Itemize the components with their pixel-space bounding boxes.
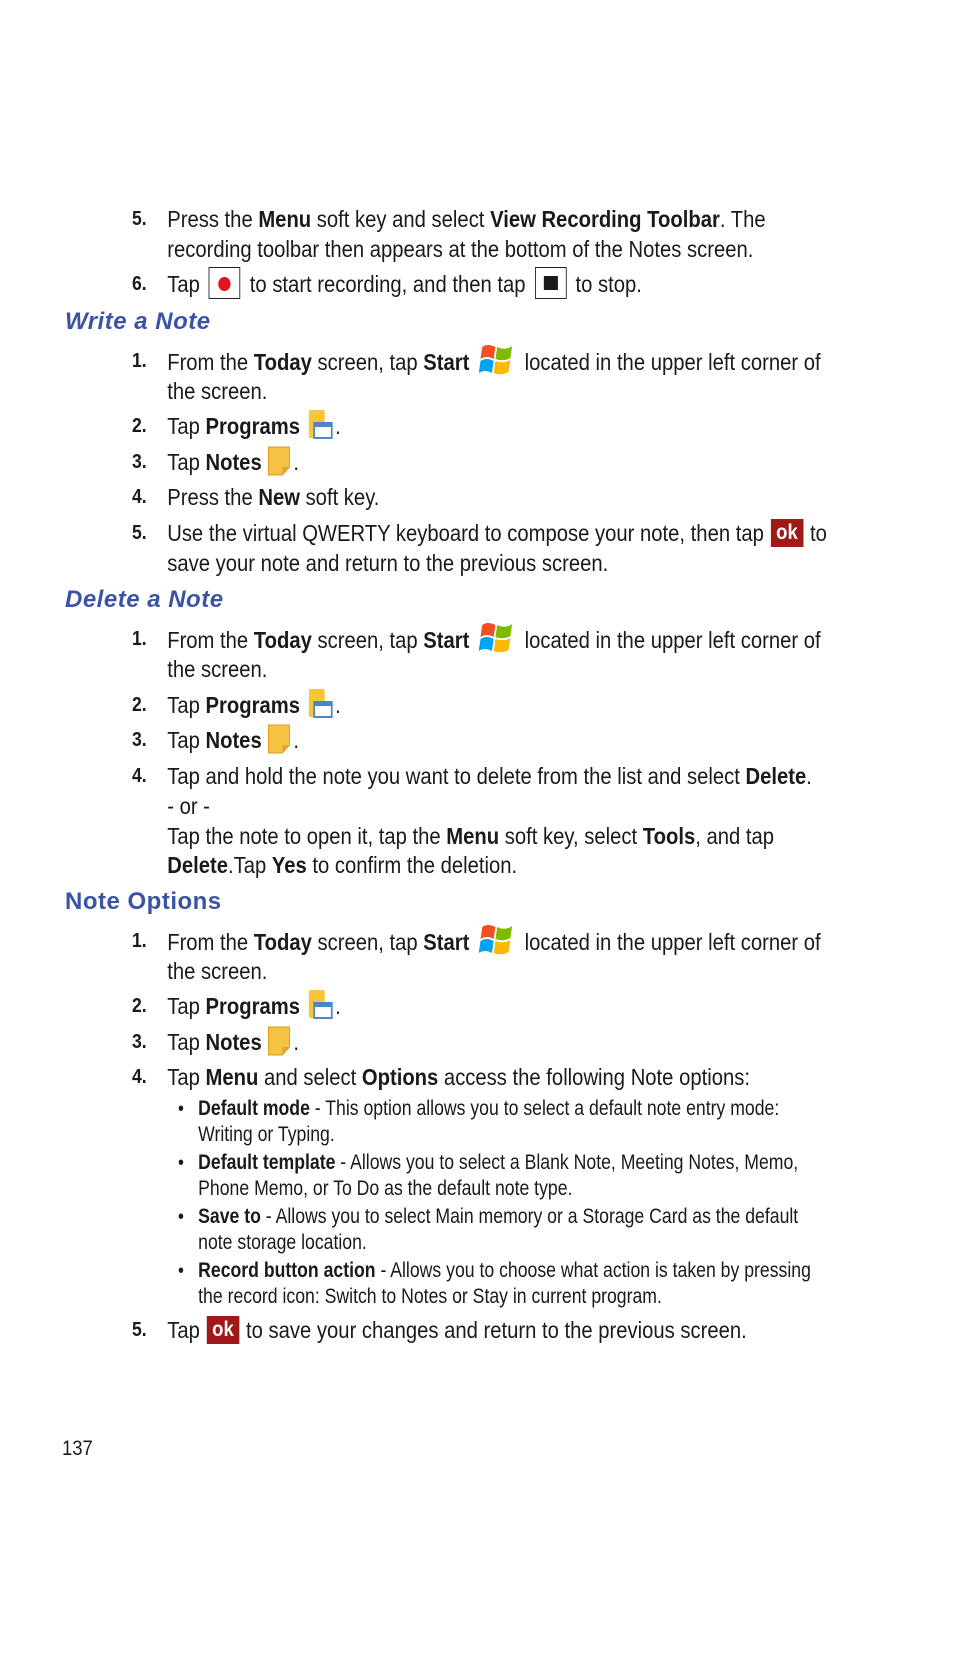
programs-icon xyxy=(307,688,333,720)
windows-start-icon xyxy=(479,619,516,657)
ok-button-icon: ok xyxy=(207,1316,239,1344)
record-icon xyxy=(209,267,241,299)
heading-delete-a-note: Delete a Note xyxy=(65,586,224,613)
page-number: 137 xyxy=(62,1437,93,1460)
programs-icon xyxy=(307,989,333,1021)
manual-page: 5. Press the Menu soft key and select View Recording Toolbar. The recording toolbar then appears at the bottom of the Notes screen. 6. Tap to start recording, and then tap to stop. Write a Note 1. From the Today screen, tap Start located in the upper left corner of the screen. 2. Tap Programs . 3. Tap Notes . 4. Press the New soft key. 5. Use the virtual QWERTY keyboard to compose your note, then tap ok to save your note and return to the previous screen. Delete a Note 1. From the Today screen, tap Start located in the upper left corner of the screen. 2. Tap Programs . 3. Tap Notes . 4. Tap and hold the note you want to delete from the list and select Delete. - or - Tap the note to open it, tap the Menu soft key, select Tools, and tap Delete.Tap Yes to confirm the deletion. Note Options 1. From the Today screen, tap Start located in the upper left corner of the screen. 2. Tap Programs . 3. Tap Notes . 4. Tap Menu and select Options access the following Note options: • Default mode - This option allows you to select a default note entry mode: Writing or Typing. • Default template - Allows you to select a Blank Note, Meeting Notes, Memo, Phone Memo, or To Do as the default note type. • Save to - Allows you to select Main memory or a Storage Card as the default note storage location. • Record button action - Allows you to choose what action is taken by pressing the record icon: Switch to Notes or Stay in current program. 5. Tap ok to save your changes and return to the previous screen. 137 xyxy=(62,206,827,1460)
notes-icon xyxy=(267,445,292,477)
ok-button-icon: ok xyxy=(771,519,803,547)
heading-write-a-note: Write a Note xyxy=(65,308,211,335)
windows-start-icon xyxy=(479,341,516,379)
heading-note-options: Note Options xyxy=(65,888,222,915)
windows-start-icon xyxy=(479,921,516,959)
programs-icon xyxy=(307,409,333,441)
notes-icon xyxy=(267,723,292,755)
notes-icon xyxy=(267,1025,292,1057)
stop-icon xyxy=(535,267,567,299)
